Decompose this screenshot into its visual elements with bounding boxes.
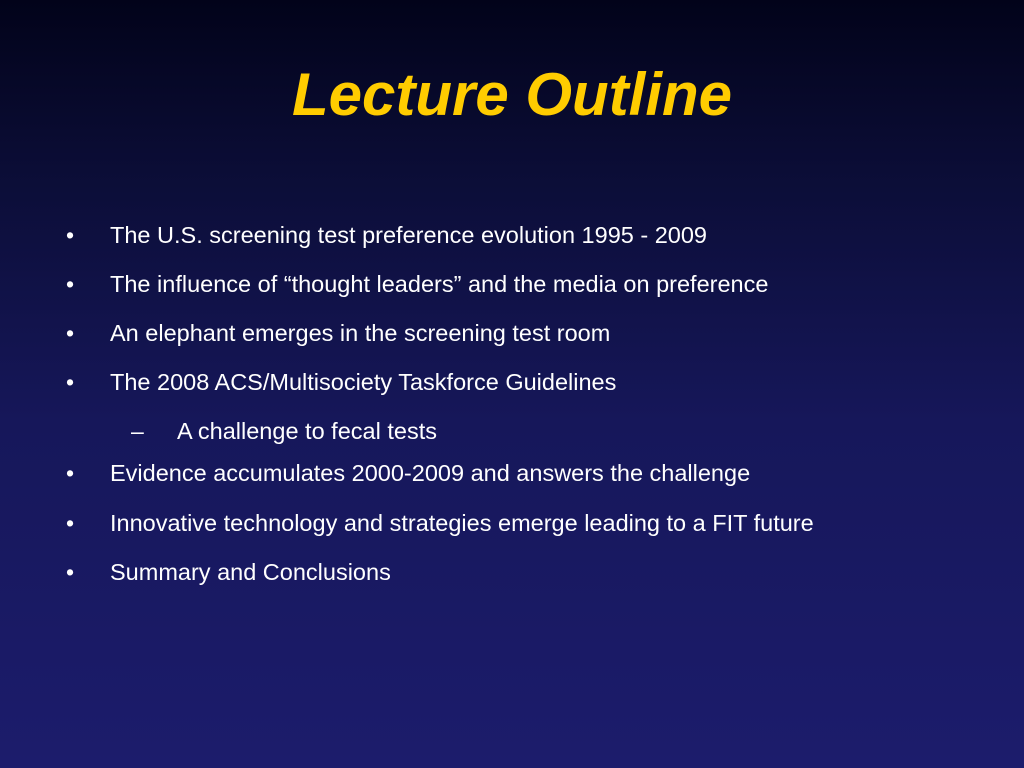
outline-item-text: An elephant emerges in the screening test room	[110, 320, 611, 346]
bullet-icon: •	[66, 320, 75, 346]
outline-subitem	[0, 414, 1000, 448]
outline-item	[0, 456, 1000, 490]
outline-item-text: The 2008 ACS/Multisociety Taskforce Guidelines	[110, 369, 617, 395]
bullet-icon: •	[66, 222, 75, 248]
outline-subitem-text: A challenge to fecal tests	[177, 418, 437, 444]
bullet-icon: •	[66, 559, 75, 585]
bullet-icon: •	[66, 369, 75, 395]
outline-item	[0, 365, 1000, 399]
slide-title: Lecture Outline	[291, 61, 733, 128]
outline-item	[0, 506, 1000, 540]
outline-item	[0, 267, 1000, 301]
outline-item-text: The influence of “thought leaders” and the media on preference	[110, 271, 769, 297]
dash-icon: –	[131, 418, 144, 444]
bullet-icon: •	[66, 271, 75, 297]
bullet-icon: •	[66, 510, 75, 536]
outline-item	[0, 555, 1000, 589]
outline-item-text: The U.S. screening test preference evolution 1995 - 2009	[110, 222, 708, 248]
outline-item-text: Innovative technology and strategies emerge leading to a FIT future	[110, 510, 814, 536]
bullet-icon: •	[66, 460, 75, 486]
outline-item	[0, 316, 1000, 350]
outline-item-text: Summary and Conclusions	[110, 559, 391, 585]
outline-item	[0, 218, 1000, 252]
outline-item-text: Evidence accumulates 2000-2009 and answers the challenge	[110, 460, 751, 486]
